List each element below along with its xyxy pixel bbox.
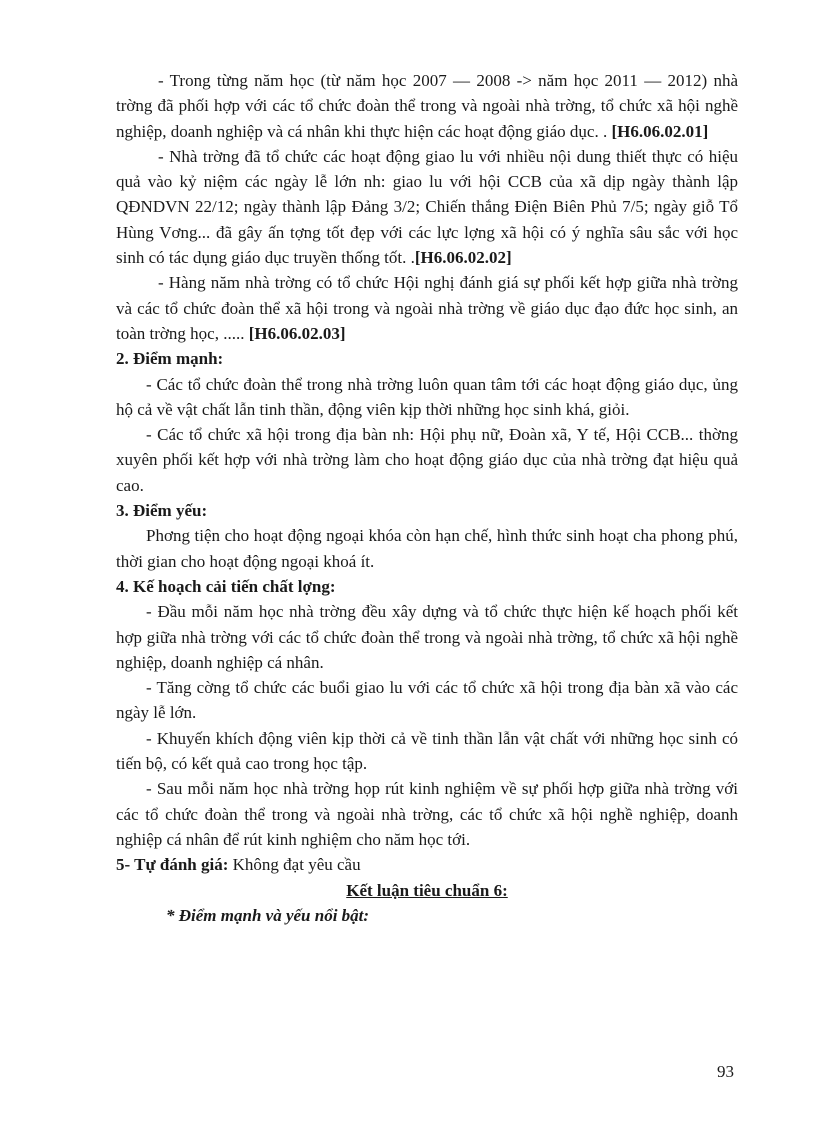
- weaknesses-heading: 3. Điểm yếu:: [116, 501, 208, 521]
- evidence-code: [H6.06.02.02]: [414, 248, 512, 268]
- conclusion-title: Kết luận tiêu chuẩn 6:: [346, 880, 508, 900]
- strength-item: - Các tổ chức xã hội trong địa bàn nh: Hội phụ nữ, Đoàn xã, Y tế, Hội CCB... thờng xuyên phối kết hợp với nhà trờng làm cho hoạt động giáo dục của nhà trờng đạt hiệu quả cao.: [116, 425, 738, 495]
- plan-item: - Sau mỗi năm học nhà trờng họp rút kinh nghiệm về sự phối hợp giữa nhà trờng với các tổ chức đoàn thể trong và ngoài nhà trờng, các tổ chức xã hội nghề nghiệp, doanh nghiệp cá nhân để rút kinh nghiệm cho năm học tới.: [116, 779, 738, 849]
- weakness-item: Phơng tiện cho hoạt động ngoại khóa còn hạn chế, hình thức sinh hoạt cha phong phú, thời gian cho hoạt động ngoại khoá ít.: [116, 526, 738, 571]
- self-assessment-value: Không đạt yêu cầu: [228, 855, 361, 875]
- evidence-code: [H6.06.02.01]: [611, 121, 709, 141]
- paragraph-2: - Nhà trờng đã tổ chức các hoạt động giao lu với nhiều nội dung thiết thực có hiệu quả vào kỷ niệm các ngày lễ lớn nh: giao lu với hội CCB của xã dịp ngày thành lập QĐNDVN 22/12; ngày thành lập Đảng 3/2; Chiến thắng Điện Biên Phủ 7/5; ngày giỗ Tổ Hùng Vơng... đã gây ấn tợng tốt đẹp với các lực lợng xã hội có ý nghĩa sâu sắc với học sinh có tác dụng giáo dục truyền thống tốt. .[H6.06.02.02]: [116, 146, 738, 268]
- plan-item: - Tăng cờng tổ chức các buổi giao lu với các tổ chức xã hội trong địa bàn xã vào các ngày lễ lớn.: [116, 678, 738, 723]
- plan-heading: 4. Kế hoạch cải tiến chất lợng:: [116, 576, 336, 596]
- paragraph-1: - Trong từng năm học (từ năm học 2007 — 2008 -> năm học 2011 — 2012) nhà trờng đã phối hợp với các tổ chức đoàn thể trong và ngoài nhà trờng, tổ chức xã hội nghề nghiệp, doanh nghiệp và cá nhân khi thực hiện các hoạt động giáo dục. . [H6.06.02.01]: [116, 71, 738, 141]
- document-page: [116, 68, 738, 928]
- strength-item: - Các tổ chức đoàn thể trong nhà trờng luôn quan tâm tới các hoạt động giáo dục, ủng hộ cả về vật chất lẫn tinh thần, động viên kịp thời những học sinh khá, giỏi.: [116, 374, 738, 419]
- self-assessment-label: 5- Tự đánh giá:: [116, 855, 229, 875]
- plan-item: - Đầu mỗi năm học nhà trờng đều xây dựng và tổ chức thực hiện kế hoạch phối kết hợp giữa nhà trờng với các tổ chức đoàn thể trong và ngoài nhà trờng, tổ chức xã hội nghề nghiệp, doanh nghiệp cá nhân.: [116, 602, 738, 672]
- paragraph-3: - Hàng năm nhà trờng có tổ chức Hội nghị đánh giá sự phối kết hợp giữa nhà trờng và các tổ chức đoàn thể xã hội trong và ngoài nhà trờng về giáo dục đạo đức học sinh, an toàn trờng học, ..... [H6.06.02.03]: [116, 273, 738, 343]
- strengths-heading: 2. Điểm mạnh:: [116, 349, 224, 369]
- self-assessment: [116, 852, 738, 877]
- evidence-code: [H6.06.02.03]: [248, 323, 346, 343]
- plan-item: - Khuyến khích động viên kịp thời cả về tinh thần lẫn vật chất với những học sinh có tiến bộ, có kết quả cao trong học tập.: [116, 728, 738, 774]
- conclusion-subtitle: * Điểm mạnh và yếu nổi bật:: [166, 905, 370, 925]
- page-number: 93: [717, 1062, 734, 1081]
